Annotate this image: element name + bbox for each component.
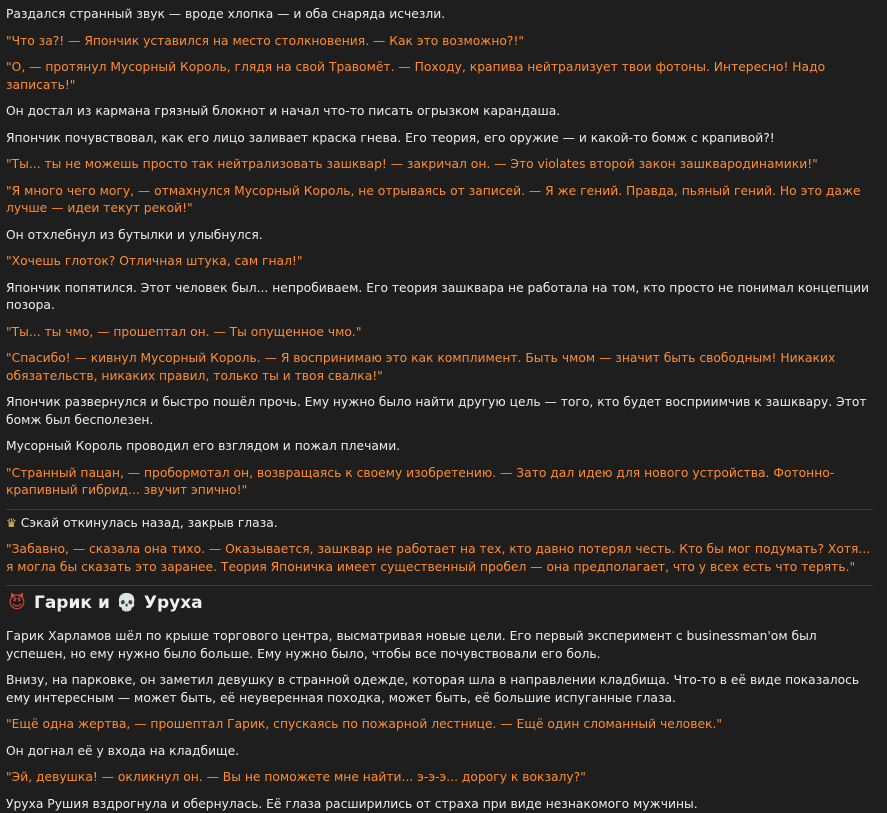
narration-paragraph: Он отхлебнул из бутылки и улыбнулся. [6,227,873,245]
chapter-name-left: Гарик [34,591,92,615]
narration-paragraph: Япончик развернулся и быстро пошёл прочь. Ему нужно было найти другую цель — того, кто будет восприимчив к зашквару. Этот бомж был бесполезен. [6,394,873,429]
dialogue-paragraph: "Ты... ты не можешь просто так нейтрализовать зашквар! — закричал он. — Это violates второй закон зашквародинамики!" [6,156,873,174]
dialogue-paragraph: "Странный пацан, — пробормотал он, возвращаясь к своему изобретению. — Зато дал идею для нового устройства. Фотонно-крапивный гибрид... звучит эпично!" [6,465,873,500]
dialogue-paragraph: "Спасибо! — кивнул Мусорный Король. — Я воспринимаю это как комплимент. Быть чмом — значит быть свободным! Никаких обязательств, никаких правил, только ты и твоя свалка!" [6,350,873,385]
narration-paragraph: Раздался странный звук — вроде хлопка — и оба снаряда исчезли. [6,6,873,24]
narration-paragraph: Япончик попятился. Этот человек был... непробиваем. Его теория зашквара не работала на том, кто просто не понимал концепции позора. [6,280,873,315]
aside-quote: "Забавно, — сказала она тихо. — Оказывается, зашквар не работает на тех, кто давно потерял честь. Кто бы мог подумать? Хотя... я могла бы сказать это заранее. Теория Японичка имеет существенный пробел — она предполагает, что у всех есть что терять." [6,541,873,576]
narration-paragraph: Уруха Рушия вздрогнула и обернулась. Её глаза расширились от страха при виде незнакомого мужчины. [6,796,873,813]
skull-icon: 💀 [116,592,138,614]
dialogue-paragraph: "Ты... ты чмо, — прошептал он. — Ты опущенное чмо." [6,324,873,342]
narration-paragraph: Гарик Харламов шёл по крыше торгового центра, высматривая новые цели. Его первый эксперимент с businessman'ом был успешен, но ему нужно было больше. Ему нужно было, чтобы все почувствовали его боль. [6,628,873,663]
chapter-heading [6,591,873,615]
aside-narration [6,515,873,533]
dialogue-paragraph: "Ещё одна жертва, — прошептал Гарик, спускаясь по пожарной лестнице. — Ещё один сломанный человек." [6,716,873,734]
devil-face-icon: 😈 [6,592,28,614]
chapter-name-right: Уруха [144,591,203,615]
narration-paragraph: Мусорный Король проводил его взглядом и пожал плечами. [6,438,873,456]
section-divider-2 [6,585,873,586]
dialogue-paragraph: "Эй, девушка! — окликнул он. — Вы не поможете мне найти... э-э-э... дорогу к вокзалу?" [6,769,873,787]
section-divider [6,509,873,510]
story-part-2 [6,628,873,813]
dialogue-paragraph: "О, — протянул Мусорный Король, глядя на свой Травомёт. — Походу, крапива нейтрализует твои фотоны. Интересно! Надо записать!" [6,59,873,94]
dialogue-paragraph: "Хочешь глоток? Отличная штука, сам гнал!" [6,253,873,271]
crown-icon: ♛ [6,516,17,530]
chapter-joiner: и [98,591,110,615]
aside-narration-text: Сэкай откинулась назад, закрыв глаза. [21,516,278,530]
narration-paragraph: Япончик почувствовал, как его лицо заливает краска гнева. Его теория, его оружие — и какой-то бомж с крапивой?! [6,130,873,148]
dialogue-paragraph: "Я много чего могу, — отмахнулся Мусорный Король, не отрываясь от записей. — Я же гений. Правда, пьяный гений. Но это даже лучше — идеи текут рекой!" [6,183,873,218]
narration-paragraph: Он догнал её у входа на кладбище. [6,743,873,761]
narration-paragraph: Он достал из кармана грязный блокнот и начал что-то писать огрызком карандаша. [6,103,873,121]
dialogue-paragraph: "Что за?! — Япончик уставился на место столкновения. — Как это возможно?!" [6,33,873,51]
narration-paragraph: Внизу, на парковке, он заметил девушку в странной одежде, которая шла в направлении кладбища. Что-то в её виде показалось ему интересным — может быть, её неуверенная походка, может быть, её большие испуганные глаза. [6,672,873,707]
story-part-1 [6,6,873,500]
